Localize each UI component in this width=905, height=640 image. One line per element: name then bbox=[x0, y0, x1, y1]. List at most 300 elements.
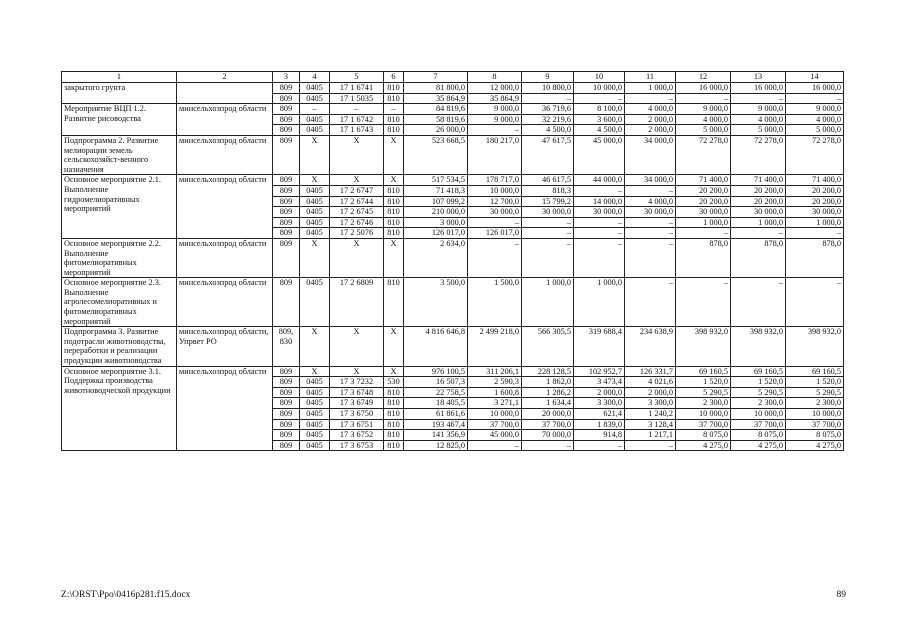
amount-cell: 180 217,0 bbox=[468, 135, 522, 174]
amount-cell: – bbox=[625, 238, 676, 277]
code-cell: 17 2 6744 bbox=[330, 196, 384, 207]
amount-cell: 10 800,0 bbox=[522, 83, 574, 94]
responsible-org: минсельхозпрод области, Упрвет РО bbox=[177, 327, 273, 366]
amount-cell: 5 290,5 bbox=[676, 387, 731, 398]
amount-cell: 4 275,0 bbox=[676, 440, 731, 451]
amount-cell: 34 000,0 bbox=[625, 175, 676, 186]
code-cell: 809 bbox=[273, 196, 300, 207]
code-cell: 17 1 6741 bbox=[330, 83, 384, 94]
amount-cell: – bbox=[522, 228, 574, 239]
amount-cell: 45 000,0 bbox=[468, 430, 522, 441]
code-cell: 0405 bbox=[300, 207, 330, 218]
table-row bbox=[62, 83, 844, 94]
column-number: 13 bbox=[731, 72, 786, 83]
code-cell: 0405 bbox=[300, 278, 330, 327]
code-cell: 810 bbox=[384, 185, 404, 196]
code-cell: 0405 bbox=[300, 387, 330, 398]
code-cell: 809 bbox=[273, 217, 300, 228]
code-cell: 809 bbox=[273, 135, 300, 174]
amount-cell: – bbox=[522, 238, 574, 277]
amount-cell: – bbox=[786, 228, 844, 239]
code-cell: 17 3 7232 bbox=[330, 377, 384, 388]
amount-cell: – bbox=[731, 93, 786, 104]
amount-cell: 1 000,0 bbox=[574, 278, 625, 327]
amount-cell: – bbox=[468, 440, 522, 451]
code-cell: 809 bbox=[273, 207, 300, 218]
code-cell: 0405 bbox=[300, 185, 330, 196]
amount-cell: 878,0 bbox=[676, 238, 731, 277]
amount-cell: 2 499 218,0 bbox=[468, 327, 522, 366]
amount-cell: – bbox=[625, 440, 676, 451]
code-cell: 809 bbox=[273, 114, 300, 125]
code-cell: 809 bbox=[273, 228, 300, 239]
amount-cell: 1 000,0 bbox=[731, 217, 786, 228]
column-number: 6 bbox=[384, 72, 404, 83]
table-row bbox=[62, 366, 844, 377]
amount-cell: 4 275,0 bbox=[786, 440, 844, 451]
code-cell: – bbox=[300, 104, 330, 115]
amount-cell: 72 278,0 bbox=[786, 135, 844, 174]
amount-cell: 10 000,0 bbox=[574, 83, 625, 94]
amount-cell: 30 000,0 bbox=[676, 207, 731, 218]
code-cell: – bbox=[330, 104, 384, 115]
amount-cell: 37 700,0 bbox=[731, 419, 786, 430]
amount-cell: 398 932,0 bbox=[676, 327, 731, 366]
amount-cell: 1 217,1 bbox=[625, 430, 676, 441]
responsible-org bbox=[177, 83, 273, 104]
amount-cell: 5 290,5 bbox=[786, 387, 844, 398]
code-cell: 17 3 6750 bbox=[330, 409, 384, 420]
amount-cell: 1 520,0 bbox=[731, 377, 786, 388]
column-number: 2 bbox=[177, 72, 273, 83]
code-cell: X bbox=[330, 366, 384, 377]
code-cell: 810 bbox=[384, 125, 404, 136]
amount-cell: 46 617,5 bbox=[522, 175, 574, 186]
amount-cell: – bbox=[522, 217, 574, 228]
amount-cell: – bbox=[468, 125, 522, 136]
amount-cell: 34 000,0 bbox=[625, 135, 676, 174]
amount-cell: 9 000,0 bbox=[468, 114, 522, 125]
amount-cell: 2 300,0 bbox=[786, 398, 844, 409]
amount-cell: 36 719,6 bbox=[522, 104, 574, 115]
amount-cell: 20 200,0 bbox=[786, 185, 844, 196]
code-cell: 809 bbox=[273, 377, 300, 388]
amount-cell: 523 668,5 bbox=[404, 135, 468, 174]
amount-cell: – bbox=[731, 228, 786, 239]
amount-cell: 30 000,0 bbox=[731, 207, 786, 218]
amount-cell: 12 000,0 bbox=[468, 83, 522, 94]
table-row bbox=[62, 238, 844, 277]
table-row bbox=[62, 175, 844, 186]
amount-cell: 5 000,0 bbox=[676, 125, 731, 136]
amount-cell: 9 000,0 bbox=[731, 104, 786, 115]
amount-cell: – bbox=[574, 93, 625, 104]
amount-cell: 8 075,0 bbox=[676, 430, 731, 441]
file-path: Z:\ORST\Ppo\0416p281.f15.docx bbox=[61, 590, 191, 600]
amount-cell: 9 000,0 bbox=[786, 104, 844, 115]
code-cell: 17 2 6809 bbox=[330, 278, 384, 327]
amount-cell: 1 520,0 bbox=[786, 377, 844, 388]
code-cell: 810 bbox=[384, 409, 404, 420]
amount-cell: 2 590,3 bbox=[468, 377, 522, 388]
column-number: 11 bbox=[625, 72, 676, 83]
code-cell: X bbox=[384, 135, 404, 174]
amount-cell: 22 758,5 bbox=[404, 387, 468, 398]
amount-cell: 1 520,0 bbox=[676, 377, 731, 388]
code-cell: X bbox=[300, 327, 330, 366]
amount-cell: 30 000,0 bbox=[522, 207, 574, 218]
amount-cell: 126 017,0 bbox=[404, 228, 468, 239]
code-cell: 810 bbox=[384, 278, 404, 327]
amount-cell: 37 700,0 bbox=[676, 419, 731, 430]
measure-name: Основное мероприятие 3.1. Поддержка производства животноводческой продукции bbox=[62, 366, 177, 451]
amount-cell: 12 825,0 bbox=[404, 440, 468, 451]
code-cell: X bbox=[330, 238, 384, 277]
code-cell: 0405 bbox=[300, 409, 330, 420]
code-cell: X bbox=[384, 238, 404, 277]
amount-cell: – bbox=[786, 93, 844, 104]
amount-cell: 16 000,0 bbox=[731, 83, 786, 94]
amount-cell: 1 000,0 bbox=[625, 83, 676, 94]
code-cell: 810 bbox=[384, 93, 404, 104]
code-cell: 809 bbox=[273, 278, 300, 327]
amount-cell: 4 500,0 bbox=[522, 125, 574, 136]
measure-name: закрытого грунта bbox=[62, 83, 177, 104]
amount-cell: 2 300,0 bbox=[676, 398, 731, 409]
amount-cell: 319 688,4 bbox=[574, 327, 625, 366]
code-cell: 0405 bbox=[300, 440, 330, 451]
amount-cell: 71 400,0 bbox=[676, 175, 731, 186]
amount-cell: 3 600,0 bbox=[574, 114, 625, 125]
code-cell: 0405 bbox=[300, 430, 330, 441]
measure-name: Основное мероприятие 2.2. Выполнение фитомелиоративных мероприятий bbox=[62, 238, 177, 277]
code-cell: 17 1 6742 bbox=[330, 114, 384, 125]
code-cell: 809 bbox=[273, 419, 300, 430]
amount-cell: 44 000,0 bbox=[574, 175, 625, 186]
amount-cell: 72 278,0 bbox=[676, 135, 731, 174]
amount-cell: 8 075,0 bbox=[786, 430, 844, 441]
amount-cell: 210 000,0 bbox=[404, 207, 468, 218]
amount-cell: 517 534,5 bbox=[404, 175, 468, 186]
amount-cell: 1 839,0 bbox=[574, 419, 625, 430]
code-cell: 0405 bbox=[300, 419, 330, 430]
code-cell: 809 bbox=[273, 83, 300, 94]
code-cell: 17 2 5076 bbox=[330, 228, 384, 239]
code-cell: 0405 bbox=[300, 125, 330, 136]
code-cell: 0405 bbox=[300, 377, 330, 388]
code-cell: 0405 bbox=[300, 228, 330, 239]
code-cell: 17 3 6751 bbox=[330, 419, 384, 430]
amount-cell: 32 219,6 bbox=[522, 114, 574, 125]
code-cell: X bbox=[300, 135, 330, 174]
amount-cell: 3 473,4 bbox=[574, 377, 625, 388]
code-cell: 810 bbox=[384, 430, 404, 441]
amount-cell: – bbox=[625, 185, 676, 196]
amount-cell: 976 100,5 bbox=[404, 366, 468, 377]
amount-cell: 9 000,0 bbox=[468, 104, 522, 115]
code-cell: 810 bbox=[384, 440, 404, 451]
amount-cell: 69 160,5 bbox=[731, 366, 786, 377]
amount-cell: 818,3 bbox=[522, 185, 574, 196]
amount-cell: 4 000,0 bbox=[786, 114, 844, 125]
table-row bbox=[62, 104, 844, 115]
amount-cell: 69 160,5 bbox=[786, 366, 844, 377]
amount-cell: 20 200,0 bbox=[731, 185, 786, 196]
amount-cell: 10 000,0 bbox=[731, 409, 786, 420]
amount-cell: 1 500,0 bbox=[468, 278, 522, 327]
amount-cell: 1 240,2 bbox=[625, 409, 676, 420]
amount-cell: 10 000,0 bbox=[676, 409, 731, 420]
amount-cell: 35 864,9 bbox=[404, 93, 468, 104]
amount-cell: 35 864,9 bbox=[468, 93, 522, 104]
amount-cell: – bbox=[625, 217, 676, 228]
amount-cell: 1 862,0 bbox=[522, 377, 574, 388]
code-cell: 17 2 6745 bbox=[330, 207, 384, 218]
amount-cell: 4 000,0 bbox=[731, 114, 786, 125]
amount-cell: – bbox=[522, 93, 574, 104]
code-cell: X bbox=[300, 238, 330, 277]
amount-cell: 4 000,0 bbox=[676, 114, 731, 125]
amount-cell: 878,0 bbox=[731, 238, 786, 277]
amount-cell: 16 000,0 bbox=[676, 83, 731, 94]
amount-cell: – bbox=[574, 228, 625, 239]
code-cell: 17 3 6753 bbox=[330, 440, 384, 451]
code-cell: 809, 830 bbox=[273, 327, 300, 366]
code-cell: 809 bbox=[273, 93, 300, 104]
code-cell: X bbox=[330, 175, 384, 186]
code-cell: 810 bbox=[384, 217, 404, 228]
code-cell: 530 bbox=[384, 377, 404, 388]
column-number: 3 bbox=[273, 72, 300, 83]
code-cell: 17 2 6746 bbox=[330, 217, 384, 228]
amount-cell: 45 000,0 bbox=[574, 135, 625, 174]
amount-cell: 15 799,2 bbox=[522, 196, 574, 207]
amount-cell: – bbox=[522, 440, 574, 451]
amount-cell: 71 400,0 bbox=[731, 175, 786, 186]
amount-cell: 4 000,0 bbox=[625, 196, 676, 207]
amount-cell: 178 717,0 bbox=[468, 175, 522, 186]
page-number: 89 bbox=[836, 590, 846, 600]
column-number: 7 bbox=[404, 72, 468, 83]
amount-cell: 4 816 646,8 bbox=[404, 327, 468, 366]
amount-cell: 14 000,0 bbox=[574, 196, 625, 207]
measure-name: Подпрограмма 2. Развитие мелиорации земель сельскохозяйст-венного назначения bbox=[62, 135, 177, 174]
code-cell: 17 3 6748 bbox=[330, 387, 384, 398]
amount-cell: 69 160,5 bbox=[676, 366, 731, 377]
code-cell: 0405 bbox=[300, 196, 330, 207]
amount-cell: – bbox=[676, 228, 731, 239]
measure-name: Подпрограмма 3. Развитие подотрасли животноводства, переработки и реализации продукции животноводства bbox=[62, 327, 177, 366]
amount-cell: 70 000,0 bbox=[522, 430, 574, 441]
amount-cell: 193 467,4 bbox=[404, 419, 468, 430]
code-cell: – bbox=[384, 104, 404, 115]
code-cell: 809 bbox=[273, 125, 300, 136]
amount-cell: – bbox=[574, 217, 625, 228]
amount-cell: 2 634,0 bbox=[404, 238, 468, 277]
code-cell: 809 bbox=[273, 440, 300, 451]
amount-cell: 1 634,4 bbox=[522, 398, 574, 409]
amount-cell: 914,8 bbox=[574, 430, 625, 441]
amount-cell: 9 000,0 bbox=[676, 104, 731, 115]
amount-cell: 398 932,0 bbox=[731, 327, 786, 366]
amount-cell: 20 200,0 bbox=[676, 196, 731, 207]
amount-cell: 2 300,0 bbox=[731, 398, 786, 409]
amount-cell: 126 017,0 bbox=[468, 228, 522, 239]
amount-cell: – bbox=[574, 440, 625, 451]
column-number: 8 bbox=[468, 72, 522, 83]
amount-cell: 398 932,0 bbox=[786, 327, 844, 366]
code-cell: 17 1 5035 bbox=[330, 93, 384, 104]
code-cell: 810 bbox=[384, 387, 404, 398]
amount-cell: 228 128,5 bbox=[522, 366, 574, 377]
code-cell: 0405 bbox=[300, 217, 330, 228]
code-cell: 17 3 6752 bbox=[330, 430, 384, 441]
column-number: 5 bbox=[330, 72, 384, 83]
code-cell: 809 bbox=[273, 387, 300, 398]
responsible-org: минсельхозпрод области bbox=[177, 238, 273, 277]
amount-cell: 4 000,0 bbox=[625, 104, 676, 115]
amount-cell: 126 331,7 bbox=[625, 366, 676, 377]
table-row bbox=[62, 135, 844, 174]
responsible-org: минсельхозпрод области bbox=[177, 104, 273, 136]
amount-cell: 2 000,0 bbox=[625, 387, 676, 398]
code-cell: 17 3 6749 bbox=[330, 398, 384, 409]
table-row bbox=[62, 278, 844, 327]
amount-cell: 84 819,6 bbox=[404, 104, 468, 115]
amount-cell: – bbox=[625, 93, 676, 104]
code-cell: 809 bbox=[273, 175, 300, 186]
amount-cell: – bbox=[731, 278, 786, 327]
responsible-org: минсельхозпрод области bbox=[177, 278, 273, 327]
amount-cell: 2 000,0 bbox=[625, 125, 676, 136]
amount-cell: 1 000,0 bbox=[786, 217, 844, 228]
amount-cell: – bbox=[468, 217, 522, 228]
column-number: 4 bbox=[300, 72, 330, 83]
code-cell: 810 bbox=[384, 228, 404, 239]
code-cell: X bbox=[384, 327, 404, 366]
amount-cell: 2 000,0 bbox=[625, 114, 676, 125]
code-cell: X bbox=[330, 327, 384, 366]
amount-cell: 30 000,0 bbox=[625, 207, 676, 218]
amount-cell: – bbox=[786, 278, 844, 327]
amount-cell: 2 000,0 bbox=[574, 387, 625, 398]
amount-cell: 3 000,0 bbox=[404, 217, 468, 228]
code-cell: X bbox=[300, 175, 330, 186]
code-cell: X bbox=[384, 175, 404, 186]
column-number: 9 bbox=[522, 72, 574, 83]
amount-cell: 141 356,9 bbox=[404, 430, 468, 441]
code-cell: 809 bbox=[273, 430, 300, 441]
budget-table bbox=[61, 71, 844, 451]
amount-cell: 10 000,0 bbox=[468, 185, 522, 196]
code-cell: 810 bbox=[384, 196, 404, 207]
amount-cell: 566 305,5 bbox=[522, 327, 574, 366]
code-cell: 809 bbox=[273, 185, 300, 196]
code-cell: 809 bbox=[273, 366, 300, 377]
amount-cell: 26 000,0 bbox=[404, 125, 468, 136]
amount-cell: 878,0 bbox=[786, 238, 844, 277]
amount-cell: 4 500,0 bbox=[574, 125, 625, 136]
amount-cell: 102 952,7 bbox=[574, 366, 625, 377]
amount-cell: – bbox=[625, 228, 676, 239]
amount-cell: 4 275,0 bbox=[731, 440, 786, 451]
amount-cell: 37 700,0 bbox=[468, 419, 522, 430]
amount-cell: 16 507,3 bbox=[404, 377, 468, 388]
code-cell: 0405 bbox=[300, 114, 330, 125]
amount-cell: 20 200,0 bbox=[731, 196, 786, 207]
amount-cell: – bbox=[676, 93, 731, 104]
amount-cell: 1 600,8 bbox=[468, 387, 522, 398]
code-cell: 809 bbox=[273, 104, 300, 115]
amount-cell: 81 800,0 bbox=[404, 83, 468, 94]
amount-cell: – bbox=[676, 278, 731, 327]
document-page bbox=[61, 71, 844, 451]
column-number: 1 bbox=[62, 72, 177, 83]
code-cell: 810 bbox=[384, 114, 404, 125]
amount-cell: 61 861,6 bbox=[404, 409, 468, 420]
amount-cell: – bbox=[625, 278, 676, 327]
code-cell: 809 bbox=[273, 409, 300, 420]
measure-name: Мероприятие ВЦП 1.2. Развитие рисоводства bbox=[62, 104, 177, 136]
table-body bbox=[62, 72, 844, 451]
amount-cell: 30 000,0 bbox=[468, 207, 522, 218]
amount-cell: 47 617,5 bbox=[522, 135, 574, 174]
amount-cell: 37 700,0 bbox=[522, 419, 574, 430]
amount-cell: 5 000,0 bbox=[786, 125, 844, 136]
table-row bbox=[62, 327, 844, 366]
code-cell: 0405 bbox=[300, 83, 330, 94]
code-cell: 809 bbox=[273, 398, 300, 409]
amount-cell: 8 100,0 bbox=[574, 104, 625, 115]
amount-cell: 1 000,0 bbox=[522, 278, 574, 327]
code-cell: 0405 bbox=[300, 398, 330, 409]
code-cell: 17 2 6747 bbox=[330, 185, 384, 196]
code-cell: X bbox=[300, 366, 330, 377]
code-cell: 17 1 6743 bbox=[330, 125, 384, 136]
amount-cell: 234 638,9 bbox=[625, 327, 676, 366]
code-cell: 0405 bbox=[300, 93, 330, 104]
amount-cell: 30 000,0 bbox=[786, 207, 844, 218]
code-cell: 810 bbox=[384, 207, 404, 218]
amount-cell: 20 000,0 bbox=[522, 409, 574, 420]
column-number: 14 bbox=[786, 72, 844, 83]
amount-cell: 5 000,0 bbox=[731, 125, 786, 136]
responsible-org: минсельхозпрод области bbox=[177, 175, 273, 239]
amount-cell: 18 405,5 bbox=[404, 398, 468, 409]
amount-cell: 20 200,0 bbox=[676, 185, 731, 196]
amount-cell: 1 000,0 bbox=[676, 217, 731, 228]
code-cell: 810 bbox=[384, 83, 404, 94]
amount-cell: – bbox=[468, 238, 522, 277]
amount-cell: 37 700,0 bbox=[786, 419, 844, 430]
code-cell: X bbox=[330, 135, 384, 174]
amount-cell: 71 400,0 bbox=[786, 175, 844, 186]
amount-cell: 12 700,0 bbox=[468, 196, 522, 207]
amount-cell: 58 819,6 bbox=[404, 114, 468, 125]
measure-name: Основное мероприятие 2.1. Выполнение гидромелиоративных мероприятий bbox=[62, 175, 177, 239]
amount-cell: 8 075,0 bbox=[731, 430, 786, 441]
code-cell: 810 bbox=[384, 398, 404, 409]
amount-cell: 3 271,1 bbox=[468, 398, 522, 409]
amount-cell: 3 128,4 bbox=[625, 419, 676, 430]
code-cell: 809 bbox=[273, 238, 300, 277]
amount-cell: 10 000,0 bbox=[786, 409, 844, 420]
amount-cell: 311 206,1 bbox=[468, 366, 522, 377]
amount-cell: 20 200,0 bbox=[786, 196, 844, 207]
amount-cell: 30 000,0 bbox=[574, 207, 625, 218]
amount-cell: 107 099,2 bbox=[404, 196, 468, 207]
amount-cell: 621,4 bbox=[574, 409, 625, 420]
